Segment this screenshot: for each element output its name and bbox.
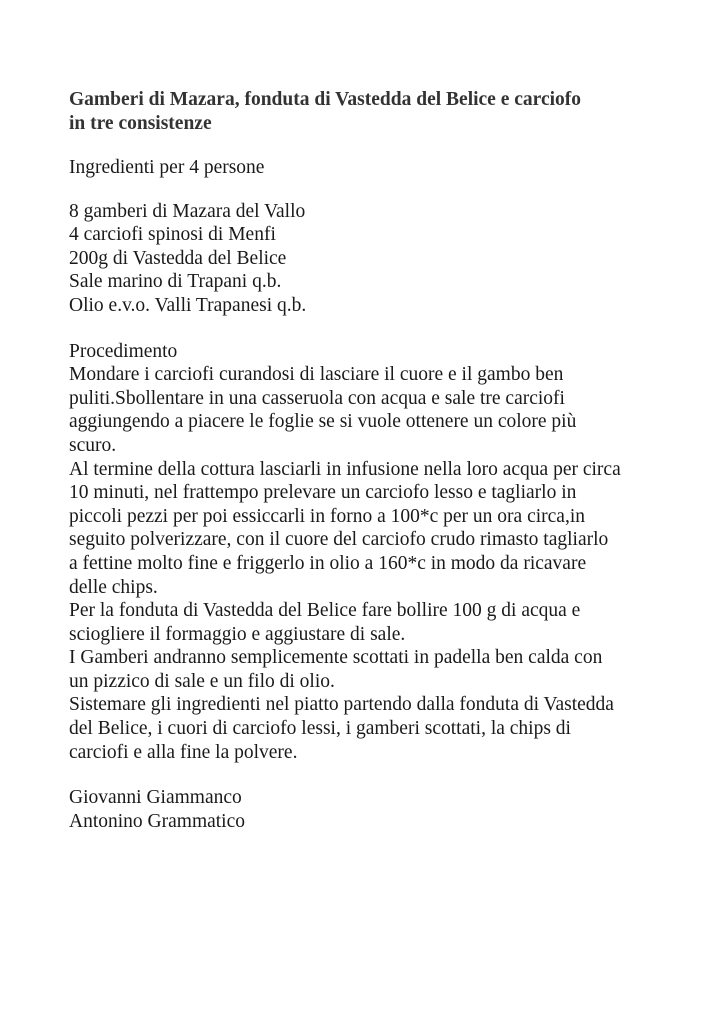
procedure-line: I Gamberi andranno semplicemente scottati in padella ben calda con: [69, 647, 603, 669]
ingredient-item: 4 carciofi spinosi di Menfi: [69, 224, 276, 246]
procedure-line: scuro.: [69, 434, 117, 456]
procedure-line: sciogliere il formaggio e aggiustare di sale.: [69, 623, 406, 645]
procedure-line: a fettine molto fine e friggerlo in olio a 160*c in modo da ricavare: [69, 552, 587, 574]
procedure-line: 10 minuti, nel frattempo prelevare un carciofo lesso e tagliarlo in: [69, 482, 577, 504]
procedure-line: un pizzico di sale e un filo di olio.: [69, 670, 335, 692]
ingredients-list: [69, 200, 669, 318]
ingredient-item: Olio e.v.o. Valli Trapanesi q.b.: [69, 294, 307, 316]
procedure-line: aggiungendo a piacere le foglie se si vuole ottenere un colore più: [69, 411, 577, 433]
author-name: Giovanni Giammanco: [69, 787, 242, 809]
procedure-line: del Belice, i cuori di carciofo lessi, i gamberi scottati, la chips di: [69, 718, 571, 740]
procedure-line: Mondare i carciofi curandosi di lasciare il cuore e il gambo ben: [69, 364, 564, 386]
procedure-line: puliti.Sbollentare in una casseruola con acqua e sale tre carciofi: [69, 387, 565, 409]
procedure-line: Sistemare gli ingredienti nel piatto partendo dalla fonduta di Vastedda: [69, 694, 614, 716]
title-line: in tre consistenze: [69, 113, 212, 134]
procedure-line: delle chips.: [69, 576, 158, 598]
recipe-document: [69, 88, 669, 833]
recipe-title: [69, 88, 669, 136]
ingredient-item: Sale marino di Trapani q.b.: [69, 271, 282, 293]
author-name: Antonino Grammatico: [69, 810, 246, 832]
ingredient-item: 8 gamberi di Mazara del Vallo: [69, 200, 306, 222]
procedure-line: seguito polverizzare, con il cuore del carciofo crudo rimasto tagliarlo: [69, 529, 609, 551]
title-line: Gamberi di Mazara, fonduta di Vastedda del Belice e carciofo: [69, 89, 582, 110]
servings-text: Ingredienti per 4 persone: [69, 157, 265, 178]
authors-section: [69, 786, 669, 833]
procedure-line: Al termine della cottura lasciarli in infusione nella loro acqua per circa: [69, 458, 621, 480]
procedure-line: Per la fonduta di Vastedda del Belice fare bollire 100 g di acqua e: [69, 600, 581, 622]
ingredient-item: 200g di Vastedda del Belice: [69, 247, 287, 269]
procedure-line: piccoli pezzi per poi essiccarli in forno a 100*c per un ora circa,in: [69, 505, 585, 527]
procedure-heading: Procedimento: [69, 340, 178, 362]
procedure-line: carciofi e alla fine la polvere.: [69, 741, 298, 763]
procedure-section: [69, 340, 669, 765]
